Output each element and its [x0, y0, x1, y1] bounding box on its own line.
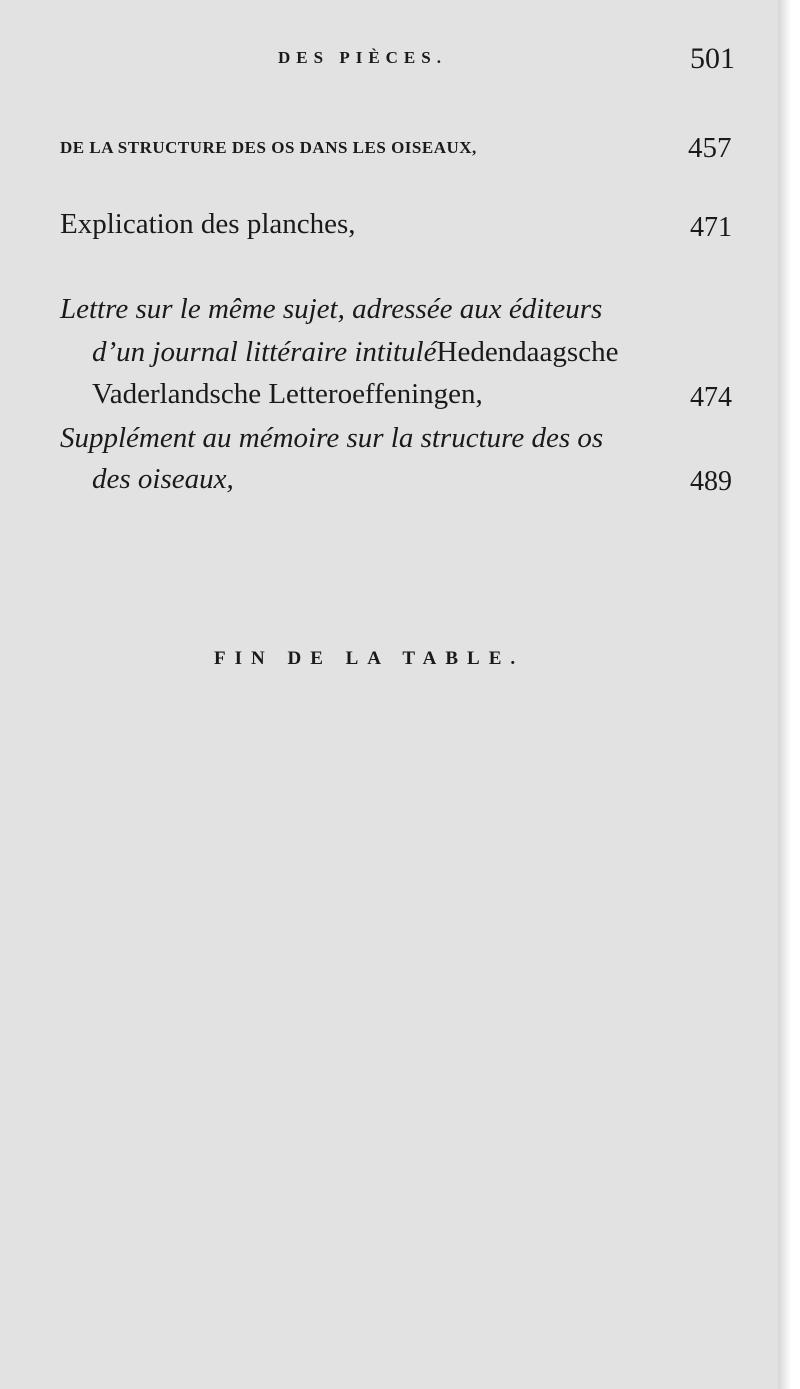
toc-section-page: 457	[688, 132, 732, 164]
toc-entry-supplement-page: 489	[690, 466, 732, 497]
toc-entry-explication: Explication des planches,	[60, 208, 356, 240]
toc-entry-explication-page: 471	[690, 212, 732, 243]
toc-entry-lettre-line2	[92, 336, 618, 369]
toc-section-title: DE LA STRUCTURE DES OS DANS LES OISEAUX,	[60, 138, 477, 157]
running-title: DES PIÈCES.	[278, 48, 447, 67]
lettre-line2-italic: d’un journal littéraire intitulé	[92, 336, 437, 368]
toc-entry-supplement-line1: Supplément au mémoire sur la structure des os	[60, 422, 604, 454]
lettre-line2-roman: Hedendaagsche	[436, 336, 619, 368]
toc-entry-supplement-line2: des oiseaux,	[92, 463, 234, 495]
toc-entry-lettre-line3: Vaderlandsche Letteroeffeningen,	[92, 378, 483, 410]
toc-entry-lettre-line1: Lettre sur le même sujet, adressée aux éditeurs	[60, 293, 603, 325]
page-edge	[778, 0, 800, 1389]
toc-entry-lettre-page: 474	[690, 382, 732, 413]
end-of-table: FIN DE LA TABLE.	[214, 648, 525, 669]
page-number: 501	[690, 42, 735, 75]
